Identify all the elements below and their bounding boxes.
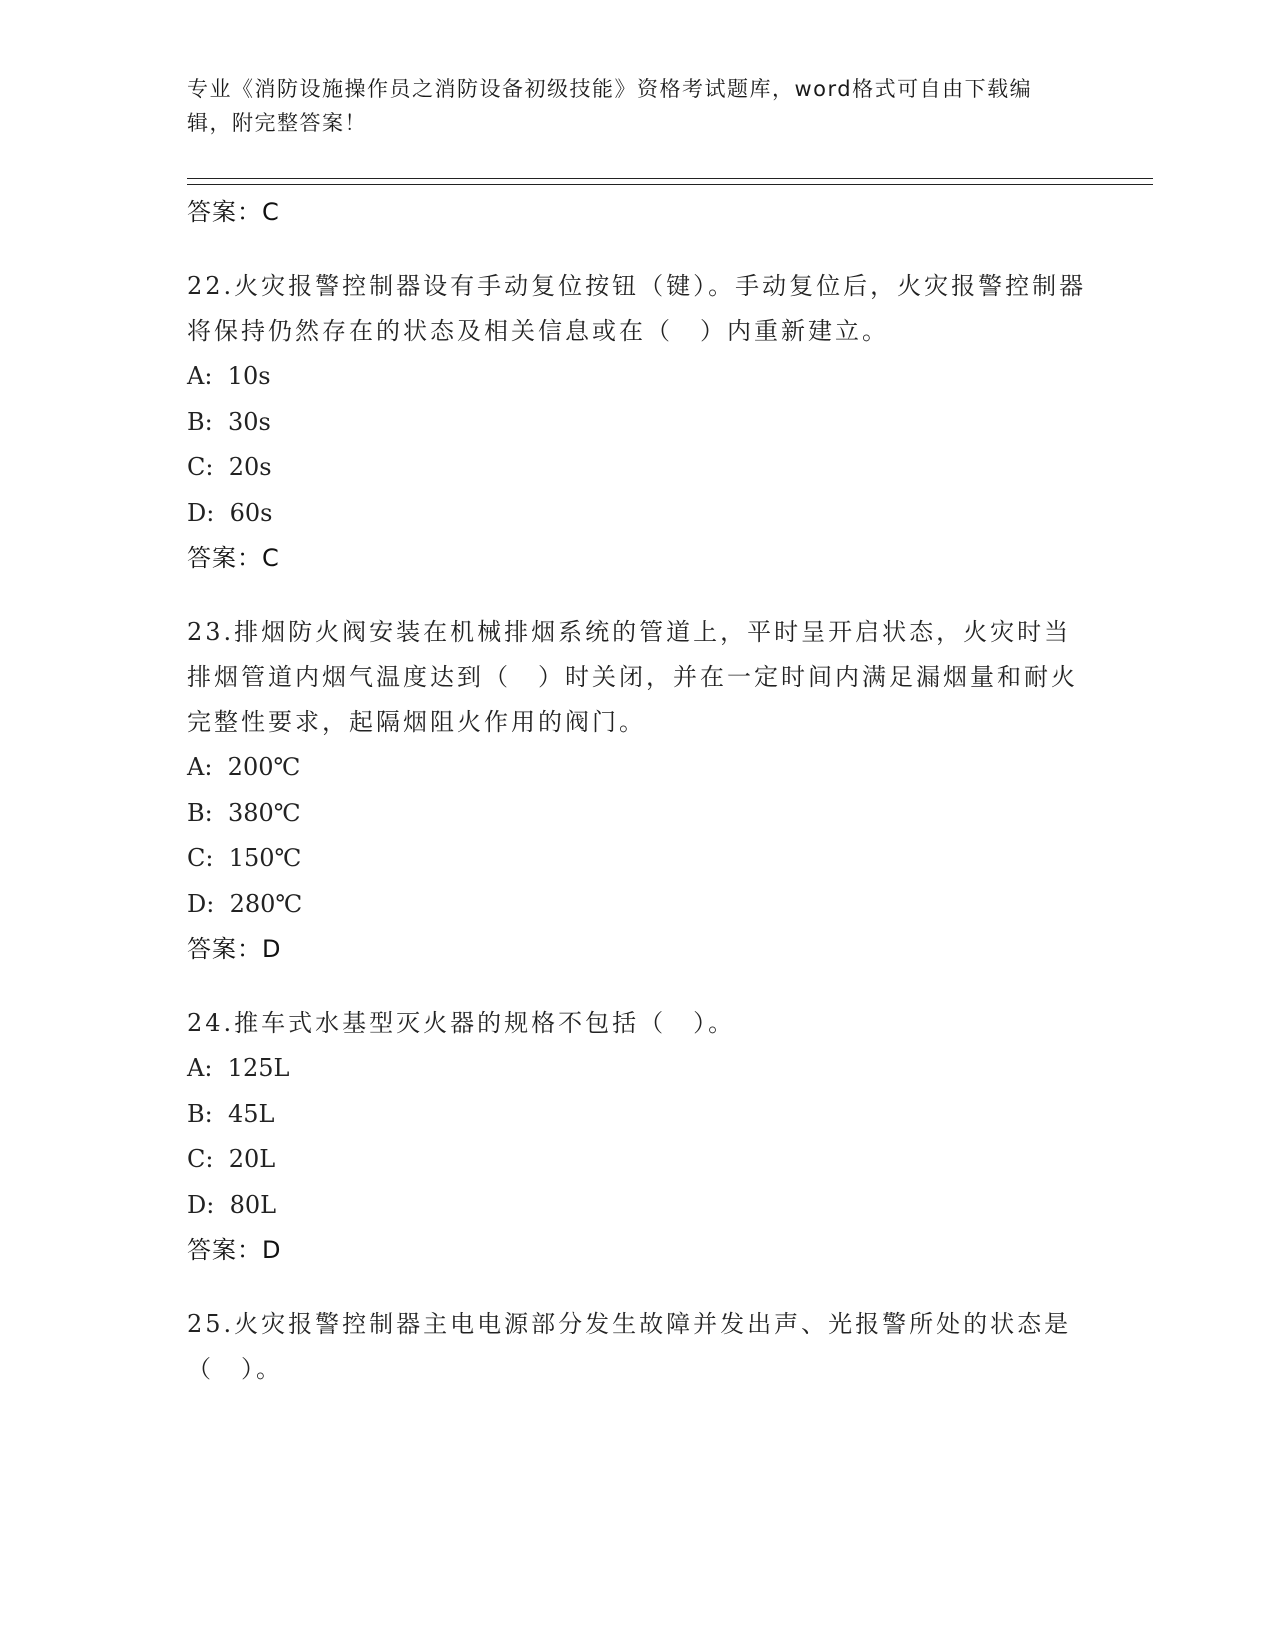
option-b: B: 380℃: [187, 798, 301, 827]
option-a: A: 10s: [187, 362, 271, 390]
answer-line: 答案：C: [187, 544, 280, 572]
question-23: [187, 610, 1087, 971]
header-divider-bottom: [187, 184, 1153, 185]
option-a: A: 200℃: [187, 753, 301, 781]
question-stem: 25.火灾报警控制器主电电源部分发生故障并发出声、光报警所处的状态是（ ）。: [187, 1310, 1072, 1383]
question-24: [187, 1001, 1087, 1272]
document-header: 专业《消防设施操作员之消防设备初级技能》资格考试题库，word格式可自由下载编辑，附完整答案！: [187, 77, 1033, 135]
option-b: B: 45L: [187, 1099, 275, 1128]
question-22: [187, 264, 1087, 580]
answer-line: 答案：D: [187, 935, 282, 963]
option-d: D: 60s: [187, 498, 273, 527]
answer-line: 答案：D: [187, 1236, 282, 1264]
option-c: C: 20s: [187, 453, 272, 481]
header-divider-top: [187, 178, 1153, 179]
question-stem: 22.火灾报警控制器设有手动复位按钮（键）。手动复位后，火灾报警控制器将保持仍然存在的状态及相关信息或在（ ）内重新建立。: [187, 272, 1087, 345]
option-c: C: 150℃: [187, 844, 302, 872]
option-c: C: 20L: [187, 1145, 276, 1173]
question-25: [187, 1302, 1087, 1392]
answer-line: 答案：C: [187, 198, 280, 226]
question-list: [187, 190, 1087, 1392]
question-stem: 24.推车式水基型灭火器的规格不包括（ ）。: [187, 1009, 736, 1037]
option-a: A: 125L: [187, 1054, 290, 1082]
option-d: D: 280℃: [187, 889, 303, 918]
option-b: B: 30s: [187, 407, 271, 436]
option-d: D: 80L: [187, 1190, 277, 1219]
question-stem: 23.排烟防火阀安装在机械排烟系统的管道上，平时呈开启状态，火灾时当排烟管道内烟气温度达到（ ）时关闭，并在一定时间内满足漏烟量和耐火完整性要求，起隔烟阻火作用的阀门。: [187, 618, 1078, 736]
